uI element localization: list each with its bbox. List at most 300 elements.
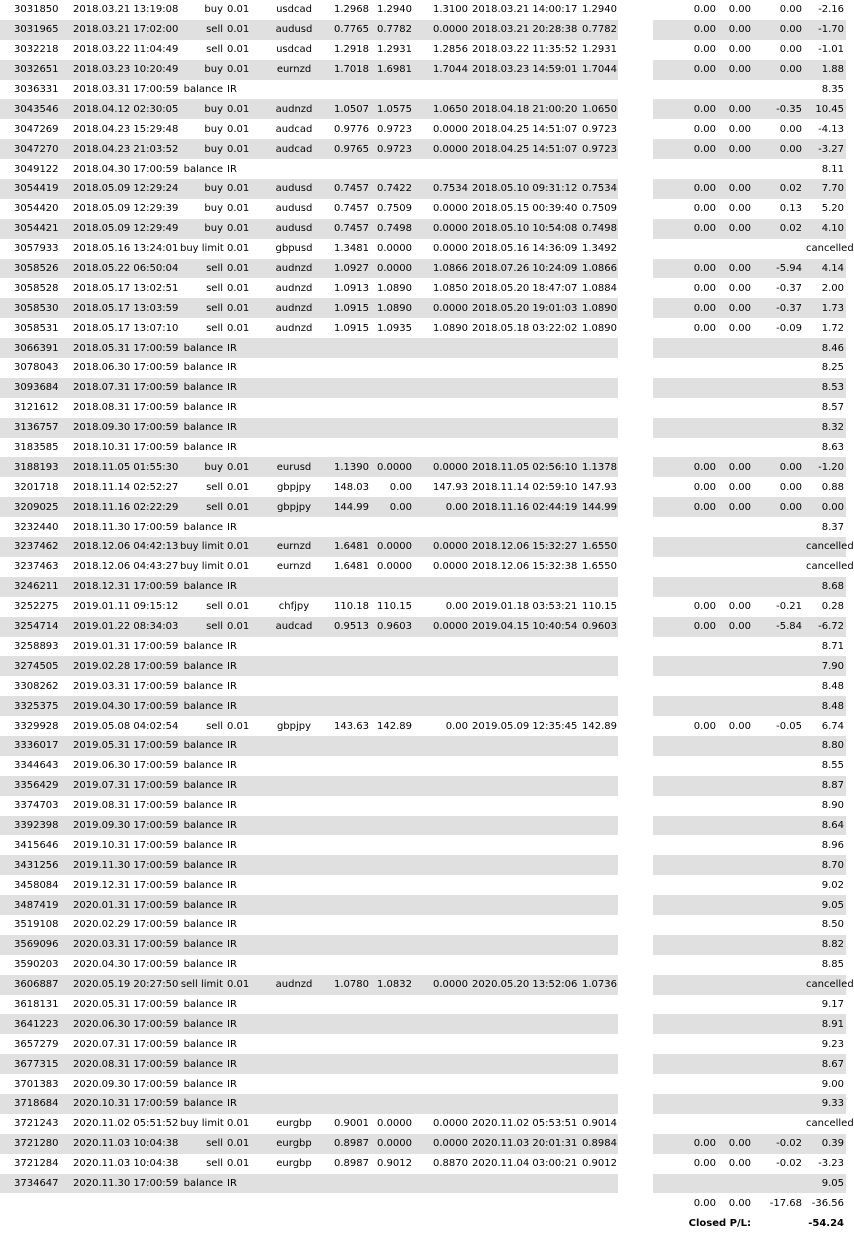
column-gap [618,1054,653,1074]
cell-ticket: 3274505 [0,656,71,676]
cell-take-profit: 1.0866 [414,259,470,279]
cell-swap: 0.02 [753,179,804,199]
cell-open-time: 2020.07.31 17:00:59 [73,1038,179,1050]
cell-take-profit [414,438,470,458]
cell-item [260,935,328,955]
cell-profit: cancelled [804,537,846,557]
cell-close-price [580,835,618,855]
cell-ticket: 3043546 [0,99,71,119]
cell-commission [653,855,718,875]
cell-open-time: 2019.05.31 17:00:59 [71,736,178,756]
cell-open-time: 2018.04.23 21:03:52 [71,139,178,159]
cell-open-price [328,1014,371,1034]
cell-swap [753,835,804,855]
cell-swap: 0.00 [779,123,802,135]
cell-close-price [580,796,618,816]
cell-size: 0.01 [227,720,250,732]
cell-open-time: 2019.02.28 17:00:59 [71,656,178,676]
cell-close-time: 2019.04.15 10:40:54 [470,617,580,637]
cell-close-time: 2018.03.21 20:28:38 [470,20,580,40]
cell-stop-loss: 0.0000 [377,243,412,255]
cell-open-price [328,1034,371,1054]
cell-take-profit [414,398,470,418]
cell-open-price [328,398,371,418]
cell-open-time: 2018.07.31 17:00:59 [71,378,178,398]
cell-close-time: 2018.07.26 10:24:09 [470,259,580,279]
cell-stop-loss [371,1034,414,1054]
cell-taxes: 0.00 [718,139,753,159]
table-row [0,776,846,796]
cell-ticket: 3677315 [0,1054,71,1074]
cell-open-price: 1.6481 [328,537,371,557]
column-gap [618,438,653,458]
cell-commission: 0.00 [693,481,716,493]
cell-size: IR [225,1054,260,1074]
cell-take-profit [414,816,470,836]
cell-stop-loss: 1.0935 [377,322,412,334]
cell-open-time: 2018.05.17 13:03:59 [71,298,178,318]
cell-profit: 4.10 [804,219,846,239]
totals-row [0,1193,846,1213]
cell-close-time [470,438,580,458]
cell-taxes [718,656,753,676]
cell-size: IR [225,338,260,358]
column-gap [618,637,653,657]
column-gap [618,99,653,119]
cell-close-time: 2018.04.25 14:51:07 [470,139,580,159]
cell-stop-loss [371,80,414,100]
cell-swap [753,1174,804,1194]
cell-item [260,1074,328,1094]
column-gap [618,418,653,438]
cell-close-time [470,159,580,179]
cell-taxes [718,796,753,816]
cell-stop-loss: 0.0000 [371,537,414,557]
cell-stop-loss [371,1054,414,1074]
cell-taxes [718,358,753,378]
cell-profit: cancelled [804,975,846,995]
column-gap [618,955,653,975]
cell-item [260,80,328,100]
cell-ticket: 3356429 [0,776,71,796]
cell-close-price [580,895,618,915]
cell-ticket: 3237462 [0,537,71,557]
cell-close-price: 1.0866 [580,259,618,279]
table-row [0,895,846,915]
cell-profit: -4.13 [818,123,844,135]
cell-size: IR [227,362,237,374]
cell-ticket: 3136757 [0,418,71,438]
cell-stop-loss: 1.2940 [377,4,412,16]
cell-type: balance [178,656,225,676]
cell-type: balance [183,1078,223,1090]
cell-profit: -2.16 [818,4,844,16]
table-row [0,1014,846,1034]
cell-item [260,796,328,816]
cell-take-profit [414,378,470,398]
column-gap [618,1114,653,1134]
cell-size: IR [227,919,237,931]
cell-taxes [718,756,753,776]
cell-close-time [470,935,580,955]
cell-commission [653,955,718,975]
cell-item: eurnzd [260,537,328,557]
cell-close-price: 0.9723 [582,123,617,135]
cell-commission [653,517,718,537]
table-row [0,1134,846,1154]
cell-ticket: 3344643 [14,760,59,772]
cell-open-time: 2018.05.17 13:02:51 [73,282,179,294]
cell-take-profit: 0.00 [445,720,468,732]
cell-type: balance [183,521,223,533]
cell-commission: 0.00 [653,219,718,239]
cell-profit: 0.28 [821,601,844,613]
cell-take-profit: 0.0000 [433,561,468,573]
column-gap [618,219,653,239]
cell-taxes: 0.00 [718,617,753,637]
cell-size: 0.01 [225,219,260,239]
cell-type: sell [178,298,225,318]
table-row [0,796,846,816]
cell-ticket: 3032651 [0,60,71,80]
cell-take-profit: 0.0000 [414,1134,470,1154]
cell-commission [653,398,718,418]
cell-swap: -0.09 [776,322,802,334]
cell-open-time: 2018.03.23 10:20:49 [71,60,178,80]
cell-swap [753,995,804,1015]
cell-take-profit [414,418,470,438]
cell-take-profit: 0.0000 [414,975,470,995]
cell-stop-loss: 1.6981 [371,60,414,80]
column-gap [618,656,653,676]
cell-open-price: 0.7765 [328,20,371,40]
cell-commission: 0.00 [653,99,718,119]
column-gap [618,855,653,875]
cell-taxes [718,776,753,796]
cell-open-time: 2018.12.06 04:42:13 [71,537,178,557]
cell-take-profit [414,1014,470,1034]
cell-take-profit [414,895,470,915]
cell-open-time: 2019.01.22 08:34:03 [71,617,178,637]
cell-take-profit: 147.93 [433,481,468,493]
cell-commission: 0.00 [693,322,716,334]
cell-taxes: 0.00 [728,44,751,56]
cell-taxes: 0.00 [718,497,753,517]
cell-open-price [328,1054,371,1074]
cell-size: IR [225,736,260,756]
cell-open-time: 2018.05.09 12:29:39 [73,203,179,215]
column-gap [618,60,653,80]
cell-type: sell [178,259,225,279]
cell-ticket: 3054421 [0,219,71,239]
cell-stop-loss [371,438,414,458]
cell-stop-loss: 142.89 [377,720,412,732]
cell-open-time: 2018.05.16 13:24:01 [73,243,179,255]
cell-type: balance [183,163,223,175]
column-gap [618,80,653,100]
cell-ticket: 3458084 [14,879,59,891]
cell-open-time: 2018.11.16 02:22:29 [71,497,178,517]
cell-commission [653,875,718,895]
cell-close-price [580,1054,618,1074]
cell-take-profit [414,358,470,378]
cell-open-time: 2018.11.14 02:52:27 [73,481,179,493]
cell-open-price: 0.8987 [334,1158,369,1170]
cell-stop-loss: 1.0890 [371,298,414,318]
cell-open-time: 2020.05.31 17:00:59 [73,998,179,1010]
cell-close-time [470,835,580,855]
cell-close-time: 2018.11.16 02:44:19 [470,497,580,517]
cell-commission [653,816,718,836]
cell-take-profit [414,577,470,597]
cell-size: 0.01 [227,123,250,135]
cell-open-price: 143.63 [334,720,369,732]
cell-open-time: 2020.02.29 17:00:59 [73,919,179,931]
cell-open-price: 1.0927 [328,259,371,279]
cell-close-time: 2018.12.06 15:32:38 [472,561,578,573]
cell-open-price [328,438,371,458]
cell-size: IR [227,1038,237,1050]
cell-profit: 8.85 [821,959,844,971]
column-gap [618,398,653,418]
cell-item: audcad [275,123,313,135]
cell-profit: 8.48 [804,696,846,716]
cell-take-profit: 0.0000 [433,203,468,215]
cell-size: IR [225,656,260,676]
cell-size: IR [227,442,237,454]
cell-item: eurgbp [260,1134,328,1154]
cell-open-time: 2018.10.31 17:00:59 [73,442,179,454]
cell-close-time: 2018.11.14 02:59:10 [472,481,578,493]
column-gap [618,716,653,736]
cell-close-price: 142.89 [582,720,617,732]
cell-close-time [470,875,580,895]
cell-type: buy [178,139,225,159]
column-gap [618,617,653,637]
cell-swap [753,378,804,398]
cell-take-profit [414,935,470,955]
cell-type: buy limit [180,1118,224,1130]
cell-take-profit [414,756,470,776]
table-row [0,855,846,875]
cell-stop-loss: 0.00 [371,497,414,517]
cell-close-time [470,736,580,756]
cell-taxes [718,995,753,1015]
cell-size: IR [225,418,260,438]
cell-take-profit: 0.0000 [414,20,470,40]
cell-swap: 0.00 [753,139,804,159]
cell-close-time [470,915,580,935]
cell-swap [753,696,804,716]
table-row [0,1094,846,1114]
cell-item [260,159,328,179]
cell-size: 0.01 [225,617,260,637]
cell-type: balance [178,935,225,955]
cell-open-time: 2018.05.09 12:29:24 [71,179,178,199]
total-taxes: 0.00 [728,1197,751,1209]
cell-size: 0.01 [227,282,250,294]
cell-ticket: 3519108 [14,919,59,931]
cell-swap: 0.00 [779,4,802,16]
table-row [0,816,846,836]
cell-ticket: 3657279 [14,1038,59,1050]
cell-ticket: 3093684 [0,378,71,398]
cell-close-time [470,796,580,816]
cell-commission [653,796,718,816]
cell-swap [753,438,804,458]
cell-ticket: 3047270 [0,139,71,159]
cell-commission: 0.00 [693,601,716,613]
cell-stop-loss [371,855,414,875]
cell-item: eurgbp [276,1118,312,1130]
cell-ticket: 3049122 [14,163,59,175]
cell-open-price [328,418,371,438]
cell-ticket: 3036331 [14,84,59,95]
cell-close-price: 0.9014 [582,1118,617,1130]
cell-ticket: 3232440 [14,521,59,533]
cell-open-price [328,736,371,756]
cell-stop-loss: 0.0000 [371,457,414,477]
cell-swap [753,358,804,378]
cell-item [260,1034,328,1054]
column-gap [618,835,653,855]
cell-item [260,696,328,716]
cell-commission: 0.00 [653,179,718,199]
cell-close-time [470,1014,580,1034]
cell-item [260,1054,328,1074]
table-row [0,219,846,239]
cell-item [260,1014,328,1034]
cell-open-price: 0.7457 [334,203,369,215]
column-gap [618,159,653,179]
cell-type: buy limit [180,561,224,573]
cell-close-price [580,955,618,975]
cell-close-price [580,696,618,716]
column-gap [618,1074,653,1094]
cell-profit: -1.01 [818,44,844,56]
cell-ticket: 3618131 [14,998,59,1010]
cell-taxes [718,438,753,458]
cell-take-profit [414,955,470,975]
cell-size: IR [225,1014,260,1034]
cell-taxes [718,637,753,657]
cell-stop-loss [371,756,414,776]
cell-stop-loss [371,736,414,756]
cell-ticket: 3569096 [0,935,71,955]
cell-close-price: 1.0890 [580,298,618,318]
closed-pl-row [0,1213,846,1233]
cell-type: sell [178,497,225,517]
cell-type: sell [178,1134,225,1154]
cell-commission: 0.00 [653,60,718,80]
cell-close-time [470,1034,580,1054]
cell-stop-loss [371,637,414,657]
column-gap [618,895,653,915]
cell-take-profit [414,1034,470,1054]
cell-swap [753,1114,804,1134]
cell-close-time: 2018.05.18 03:22:02 [472,322,578,334]
table-row [0,358,846,378]
cell-taxes [718,676,753,696]
cell-stop-loss: 0.7782 [371,20,414,40]
cell-ticket: 3066391 [0,338,71,358]
cell-swap: -0.02 [776,1158,802,1170]
cell-close-price [580,637,618,657]
cell-ticket: 3237463 [14,561,59,573]
cell-profit: 8.87 [804,776,846,796]
cell-item [260,1174,328,1194]
cell-size: 0.01 [225,20,260,40]
cell-swap [753,756,804,776]
cell-ticket: 3258893 [14,640,59,652]
cell-swap [753,796,804,816]
cell-open-price [328,835,371,855]
cell-swap: 0.13 [779,203,802,215]
cell-swap [753,855,804,875]
cell-type: buy limit [180,243,224,255]
cell-ticket: 3254714 [0,617,71,637]
cell-open-time: 2018.03.21 17:02:00 [71,20,178,40]
cell-type: balance [183,640,223,652]
summary [0,1193,846,1233]
table-row [0,1114,846,1134]
cell-take-profit [414,1054,470,1074]
cell-open-price [328,995,371,1015]
cell-open-price [328,338,371,358]
cell-close-time: 2018.05.10 09:31:12 [470,179,580,199]
column-gap [618,875,653,895]
column-gap [618,1134,653,1154]
cell-taxes: 0.00 [718,179,753,199]
cell-close-time: 2018.05.20 19:01:03 [470,298,580,318]
cell-swap: -0.37 [776,282,802,294]
column-gap [618,1094,653,1114]
cell-open-time: 2018.12.31 17:00:59 [71,577,178,597]
cell-profit: 9.00 [821,1078,844,1090]
cell-swap [753,159,804,179]
cell-close-time [470,1174,580,1194]
cell-swap [753,1034,804,1054]
cell-item: audnzd [260,99,328,119]
cell-size: 0.01 [227,481,250,493]
cell-swap [753,915,804,935]
cell-take-profit: 0.0000 [414,139,470,159]
table-row [0,199,846,219]
cell-item [260,358,328,378]
cell-profit: 8.46 [804,338,846,358]
cell-open-time: 2019.01.11 09:15:12 [73,601,179,613]
cell-item: audusd [260,20,328,40]
table-row [0,1034,846,1054]
cell-open-time: 2020.08.31 17:00:59 [71,1054,178,1074]
cell-size: IR [227,959,237,971]
cell-type: balance [178,1014,225,1034]
cell-close-price: 1.7044 [580,60,618,80]
cell-profit: -3.23 [818,1158,844,1170]
cell-taxes [718,1174,753,1194]
total-commission: 0.00 [693,1197,716,1209]
cell-type: sell [206,282,223,294]
cell-profit: 9.02 [821,879,844,891]
cell-open-price: 0.9513 [328,617,371,637]
cell-item: audusd [275,203,313,215]
cell-commission: 0.00 [653,497,718,517]
cell-swap [753,736,804,756]
cell-stop-loss [371,1174,414,1194]
cell-open-time: 2018.04.23 15:29:48 [73,123,179,135]
column-gap [618,736,653,756]
column-gap [618,338,653,358]
